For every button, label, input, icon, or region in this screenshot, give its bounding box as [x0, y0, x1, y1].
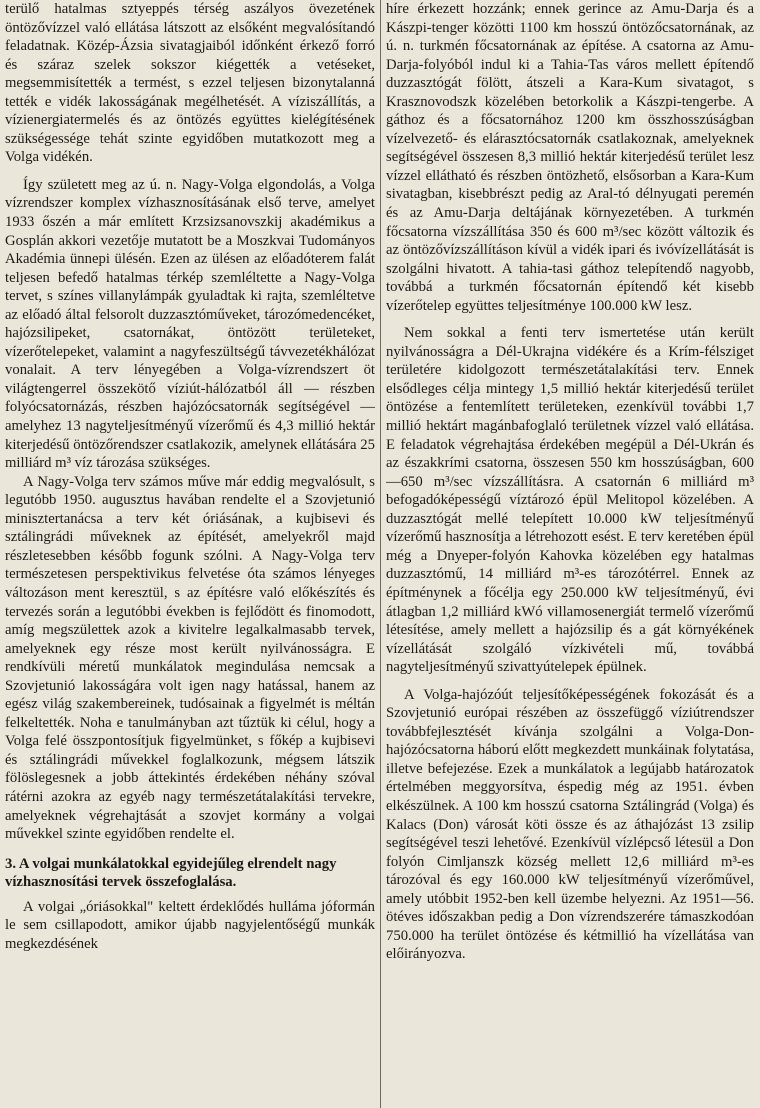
paragraph-steppe-irrigation: terülő hatalmas sztyeppés térség aszályos övezetének öntözővízzel való ellátása látszott az elsőként megvalósítandó feladatnak. Közép-Ázsia sivatagjaiból időnként érkező forró és száraz szelek sokszor kiégették a vetéseket, megsemmisítették a termést, s ezzel teljesen bizonytalanná tették e vidék lakosságának megélhetését. A víziszállítás, a vízienergiatermelés és az öntözés együttes kielégítésének szükségessége tehát szinte egyidőben mutatkozott meg a Volga vidékén. — [5, 1, 375, 166]
paragraph-volga-giants: A volgai „óriásokkal" keltett érdeklődés hulláma jóformán le sem csillapodott, amikor újabb nagyjelentőségű munkák megkezdésének — [5, 898, 375, 952]
paragraph-plan-progress: A Nagy-Volga terv számos műve már eddig megvalósult, s legutóbb 1950. augusztus havában rendelte el a Szovjetunió minisztertanácsa a terv két óriásának, a kujbisevi és sztálingrádi műveknek az építését, amelyekről majd részletesebben később fogunk szólni. A Nagy-Volga terv természetesen perspektivikus felvetése óta számos lényeges változáson ment keresztül, s az építésre való előkészítés és tervezés során a legutóbbi években is fejlődött és finomodott, amíg megszülettek azok a kivitelre legalkalmasabb tervek, amelyeknek egy része most került nyilvánosságra. E rendkívüli méretű munkálatok megindulása nemcsak a Szovjetunió lakosságára volt igen nagy hatással, hanem az egész világ szakembereinek, tudósainak a figyelmét is méltán felkeltették. Noha e tanulmányban azt tűztük ki célul, hogy a Volga felé összpontosítjuk figyelmünket, s főkép a kujbisevi és sztálingrádi művekkel foglalkozunk, mégsem látszik fölöslegesnek a jobb áttekintés érdekében néhány szóval rátérni azokra az egyéb nagy természetátalakítási tervekre, amelyeknek végrehajtását a szovjet kormány a volgai művekkel szinte egyidőben rendelte el. — [5, 473, 375, 843]
right-column — [386, 0, 754, 1108]
paragraph-volga-don-canal: A Volga-hajózóút teljesítőképességének fokozását és a Szovjetunió európai részében az összefüggő víziútrendszer továbbfejlesztését kívánja szolgálni a Volga-Don-hajózócsatorna háború előtt megkezdett munkáinak folytatása, illetve befejezése. Ezek a munkálatok a legújabb határozatok értelmében meggyorsítva, éspedig még az 1951. évben elkészülnek. A 100 km hosszú csatorna Sztálingrád (Volga) és Kalacs (Don) városát köti össze és az áthajózást 13 zsilip segítségével teszi lehetővé. Ezenkívül vízlépcső létesül a Don folyón Cimljanszk község mellett 12,6 milliárd m³-es tározóval és egy 160.000 kW teljesítményű vízerőművel, amely utóbbit 1952-ben kell üzembe helyezni. Az 1951—56. ötéves időszakban pedig a Don vízrendszerére támaszkodóan 750.000 ha terület öntözése és kétmillió ha vízellátása van előirányozva. — [386, 686, 754, 963]
paragraph-south-ukraine-plan: Nem sokkal a fenti terv ismertetése után került nyilvánosságra a Dél-Ukrajna vidékére és a Krím-félsziget területére kidolgozott természetátalakítási terv. Ennek elsődleges célja mintegy 1,5 millió hektár kiterjedésű terület öntözése a fentemlített területeken, ezenkívül további 1,7 millió hektárt magánbafoglaló területnek vízzel való ellátása. E feladatok végrehajtása érdekében megépül a Dél-Ukrán és az északkrími csatorna, összesen 550 km hosszúságban, 600—650 m³/sec vízszállításra. A csatornán 6 milliárd m³ befogadóképességű víztározó épül Melitopol közelében. A duzzasztógát mellé telepített 10.000 kW teljesítményű vízerőmű hasznosítja a létrehozott esést. E terv keretében épül még a Dnyeper-folyón Kahovka közelében egy hatalmas duzzasztómű, 14 milliárd m³-es tározótérrel. Ennek az építménynek a főcélja egy 250.000 kW teljesítményű, évi átlagban 1,2 milliárd kWó villamosenergiát termelő vízerőmű létesítése, amely mellett a hajózsilip és a gát környékének vízellátását szolgáló vízkivételi mű, továbbá nagyteljesítményű szivattyútelepek épülnek. — [386, 325, 754, 676]
paragraph-turkmen-canal: híre érkezett hozzánk; ennek gerince az Amu-Darja és a Kászpi-tenger közötti 1100 km hosszú öntözőcsatornának, az ú. n. turkmén főcsatornának az építése. A csatorna az Amu-Darja-folyóból indul ki a Tahia-Tas város mellett építendő duzzasztógát fölött, átszeli a Kara-Kum sivatagot, s Krasznovodszk közelében betorkolik a Kászpi-tengerbe. A gáthoz és a főcsatornához 1200 km összhosszúságban vízelvezető- és elárasztócsatornák csatlakoznak, amelyeknek segítségével összesen 8,3 millió hektár kiterjedésű terület lesz vízzel ellátható és részben öntözhető, elsősorban a Kara-Kum sivatagban, kisebbrészt pedig az Aral-tó délnyugati peremén és az Amu-Darja deltájának környezetében. A turkmén főcsatorna vízszállítása 350 és 600 m³/sec között változik és az öntözővízszállításon kívül a vidék ipari és ivóvízellátását is szolgálni hivatott. A tahia-tasi gáthoz telepítendő nagyobb, továbbá a turkmén főcsatornán építendő két kisebb vízerőtelep együttes teljesítménye 100.000 kW lesz. — [386, 1, 754, 314]
section-heading: 3. A volgai munkálatokkal egyidejűleg elrendelt nagy vízhasznosítási tervek összefoglalása. — [5, 855, 337, 891]
left-column — [5, 0, 375, 1108]
paragraph-nagy-volga-plan: Így született meg az ú. n. Nagy-Volga elgondolás, a Volga vízrendszer komplex vízhasznosításának első terve, amelyet 1933 őszén a már említett Krzsizsanovszkij akadémikus a Gosplán akkori vezetője mutatott be a Moszkvai Tudományos Akadémia ünnepi ülésén. Ezen az ülésen az előadóterem falát teljesen befedő hatalmas térkép szemléltette a Nagy-Volga tervet, s színes villanylámpák gyuladtak ki rajta, szemléltetve az előadó által felsorolt duzzasztóműveket, tározómedencéket, hajózsilipeket, csatornákat, öntözött területeket, vízerőtelepeket, valamint a nagyfeszültségű távvezetékhálózat vonalait. A terv lényegében a Volga-vízrendszert öt világtengerrel összekötő víziút-hálózatból áll — részben folyócsatornázás, részben hajózócsatornák segítségével — amelyhez 13 nagyteljesítményű vízerőmű és 4,3 millió hektár kiterjedésű öntözőrendszer csatlakozik, amelynek ellátására 25 milliárd m³ víz tározása szükséges. — [5, 176, 375, 472]
column-divider — [380, 0, 381, 1108]
